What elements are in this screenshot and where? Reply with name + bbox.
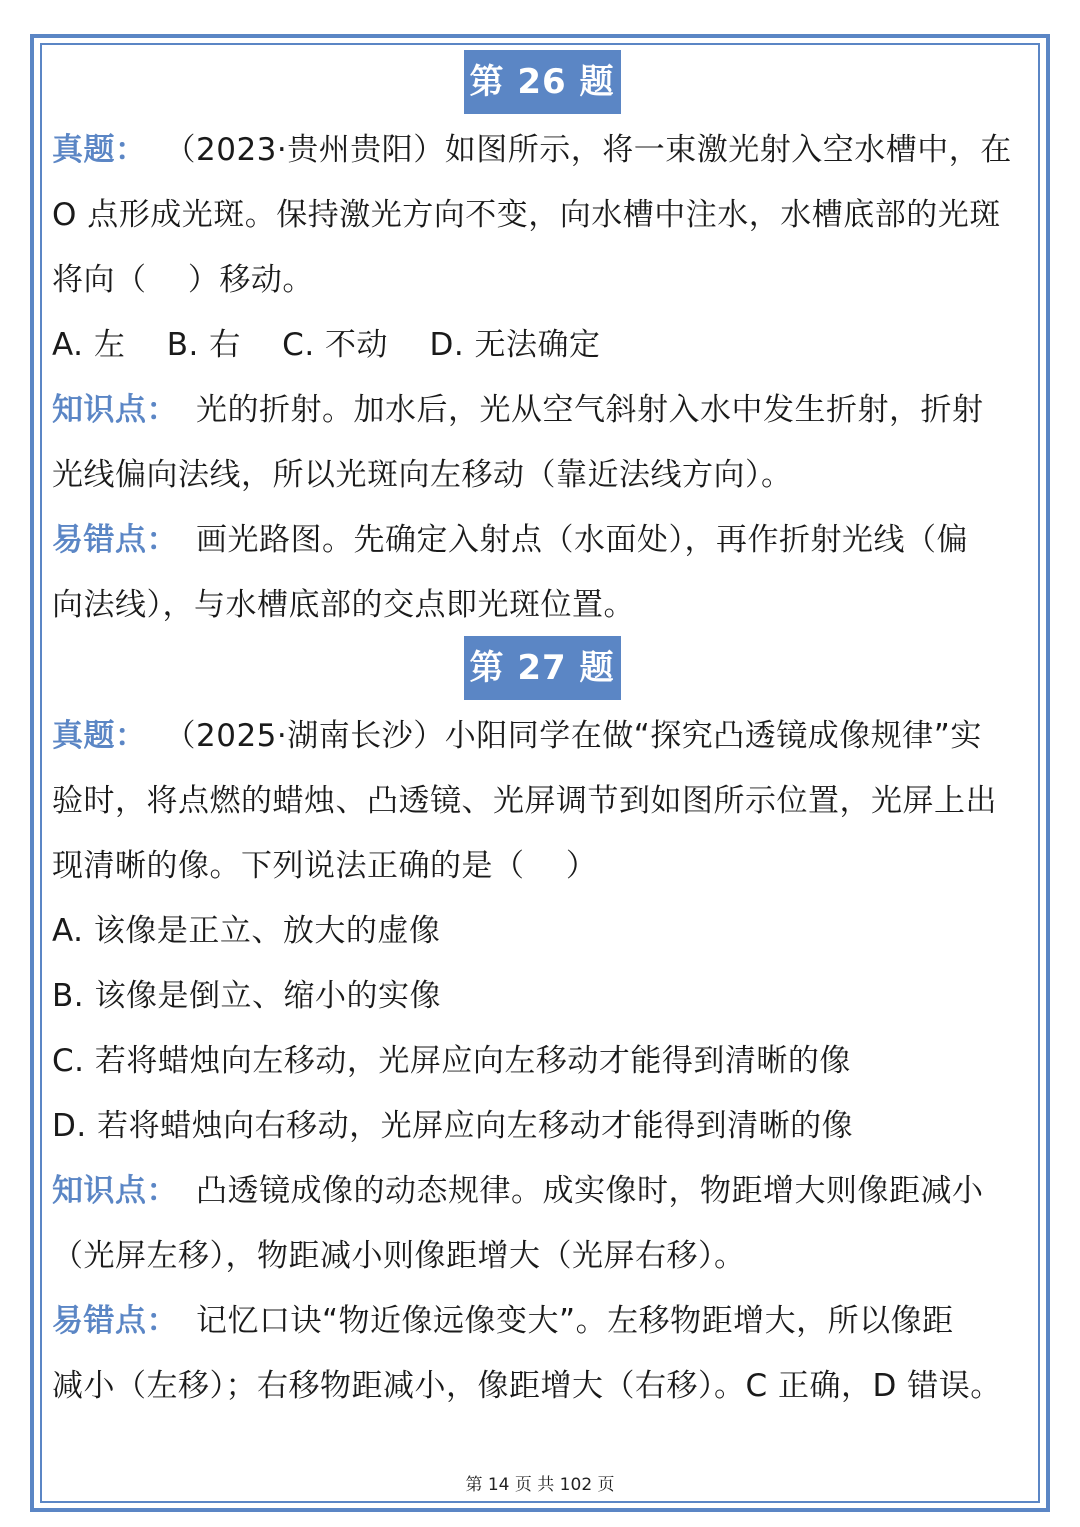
line-text: 向法线），与水槽底部的交点即光斑位置。 — [52, 587, 635, 623]
knowledge-line — [52, 443, 1032, 508]
label-zhishidian: 知识点： — [52, 1173, 178, 1209]
question-line — [52, 769, 1032, 834]
line-text: 将向（ ）移动。 — [52, 262, 314, 298]
option-a — [52, 899, 1032, 964]
line-text: 现清晰的像。下列说法正确的是（ ） — [52, 848, 598, 884]
line-text: D. 若将蜡烛向右移动，光屏应向左移动才能得到清晰的像 — [52, 1108, 854, 1144]
knowledge-line — [52, 1159, 1032, 1224]
pitfall-line — [52, 1354, 1032, 1419]
question-27-body — [52, 704, 1032, 1419]
question-line — [52, 704, 1032, 769]
pitfall-line — [52, 508, 1032, 573]
option-b — [52, 964, 1032, 1029]
line-text: B. 该像是倒立、缩小的实像 — [52, 978, 441, 1014]
pitfall-line — [52, 1289, 1032, 1354]
line-text: 画光路图。先确定入射点（水面处），再作折射光线（偏 — [196, 522, 968, 558]
label-yicuodian: 易错点： — [52, 1303, 178, 1339]
option-c — [52, 1029, 1032, 1094]
page-content — [52, 50, 1032, 1419]
label-yicuodian: 易错点： — [52, 522, 178, 558]
line-text: 光线偏向法线，所以光斑向左移动（靠近法线方向）。 — [52, 457, 793, 493]
line-text: 记忆口诀“物近像远像变大”。左移物距增大，所以像距 — [196, 1303, 954, 1339]
question-line — [52, 118, 1032, 183]
label-zhenti: 真题： — [52, 718, 147, 754]
line-text: （2023·贵州贵阳）如图所示，将一束激光射入空水槽中，在 — [164, 132, 1012, 168]
question-26-body — [52, 118, 1032, 638]
question-26-header — [52, 50, 1032, 118]
question-line — [52, 248, 1032, 313]
question-27-header — [52, 636, 1032, 704]
line-text: （2025·湖南长沙）小阳同学在做“探究凸透镜成像规律”实 — [164, 718, 982, 754]
question-title: 第 26 题 — [464, 50, 621, 114]
label-zhishidian: 知识点： — [52, 392, 178, 428]
line-text: 光的折射。加水后，光从空气斜射入水中发生折射，折射 — [196, 392, 984, 428]
knowledge-line — [52, 378, 1032, 443]
page-footer: 第 14 页 共 102 页 — [465, 1475, 615, 1495]
knowledge-line — [52, 1224, 1032, 1289]
line-text: C. 若将蜡烛向左移动，光屏应向左移动才能得到清晰的像 — [52, 1043, 851, 1079]
line-text: A. 左 B. 右 C. 不动 D. 无法确定 — [52, 327, 601, 363]
options-line — [52, 313, 1032, 378]
label-zhenti: 真题： — [52, 132, 147, 168]
line-text: O 点形成光斑。保持激光方向不变，向水槽中注水，水槽底部的光斑 — [52, 197, 1001, 233]
question-line — [52, 834, 1032, 899]
line-text: （光屏左移），物距减小则像距增大（光屏右移）。 — [52, 1238, 746, 1274]
option-d — [52, 1094, 1032, 1159]
line-text: 凸透镜成像的动态规律。成实像时，物距增大则像距减小 — [196, 1173, 984, 1209]
line-text: 验时，将点燃的蜡烛、凸透镜、光屏调节到如图所示位置，光屏上出 — [52, 783, 997, 819]
question-title: 第 27 题 — [464, 636, 621, 700]
question-line — [52, 183, 1032, 248]
pitfall-line — [52, 573, 1032, 638]
line-text: 减小（左移）；右移物距减小，像距增大（右移）。C 正确，D 错误。 — [52, 1368, 1002, 1404]
line-text: A. 该像是正立、放大的虚像 — [52, 913, 441, 949]
